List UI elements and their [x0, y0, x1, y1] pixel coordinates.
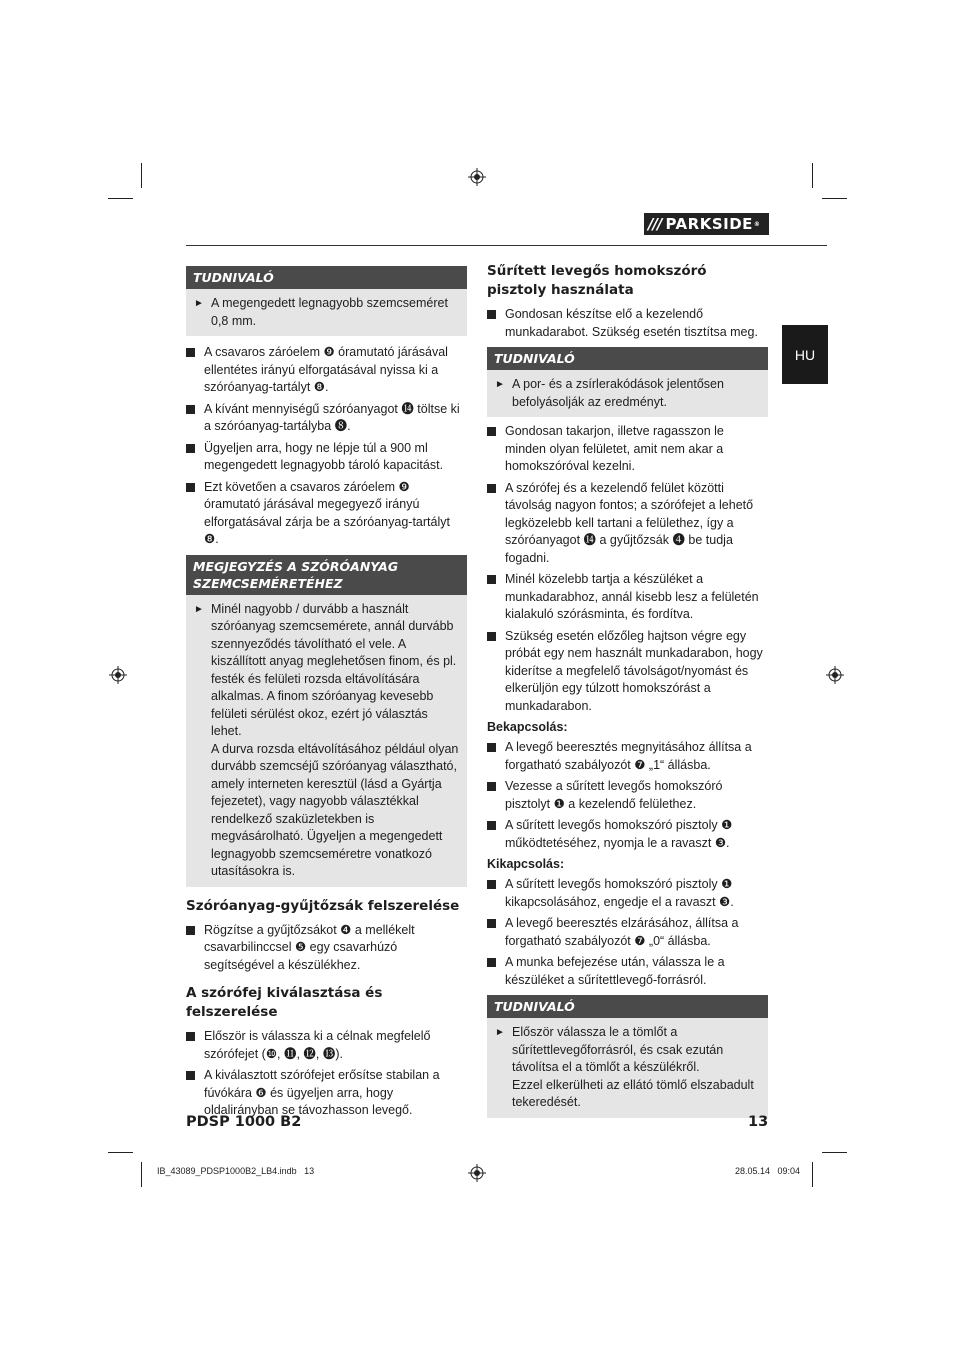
list-item: [487, 480, 768, 568]
list-item: [186, 401, 467, 436]
header-rule: [186, 245, 827, 246]
list-item: [186, 1067, 467, 1120]
list-item: [186, 1028, 467, 1063]
list-item-text: A kívánt mennyiségű szóróanyagot ⓮ töltse ki a szóróanyag-tartályba ❽.: [204, 401, 460, 433]
arrow-icon: ►: [495, 379, 505, 390]
note-body: [487, 1018, 768, 1118]
note-body: [186, 289, 467, 336]
section-heading: Szóróanyag-gyűjtőzsák felszerelése: [186, 897, 460, 914]
crop-mark: [812, 163, 813, 188]
bullet-icon: [186, 444, 195, 453]
list-item: [186, 479, 467, 549]
page-number: 13: [748, 1114, 769, 1130]
crop-mark: [141, 163, 142, 188]
list-item: [186, 440, 467, 475]
note-text: Ezzel elkerülheti az ellátó tömlő elszabadult tekeredését.: [512, 1077, 754, 1109]
list-item-text: A munka befejezése után, válassza le a készüléket a sűrítettlevegő-forrásról.: [505, 955, 725, 987]
bullet-icon: [487, 575, 496, 584]
note-box: [186, 266, 467, 336]
registration-mark-icon: [109, 666, 127, 684]
section-heading: A szórófej kiválasztása és felszerelése: [186, 985, 383, 1020]
bullet-icon: [487, 958, 496, 967]
list-item: [487, 423, 768, 476]
bullet-icon: [487, 919, 496, 928]
prep-steps: [487, 423, 768, 715]
bullet-icon: [186, 405, 195, 414]
list-item: [487, 306, 768, 341]
bullet-icon: [487, 484, 496, 493]
list-item-text: Vezesse a sűrített levegős homokszóró pisztolyt ❶ a kezelendő felülethez.: [505, 779, 723, 811]
date-slug: 28.05.14 09:04: [735, 1166, 801, 1176]
bullet-icon: [487, 782, 496, 791]
note-text: Minél nagyobb / durvább a használt szóróanyag szemcsemérete, annál durvább szennyeződés távolítható el vele. A kiszállított anyag meglehetősen finom, és pl. festék és felületi rozsda eltávolítására alkalmas. A finom szóróanyag kevesebb felületi sérülést okoz, ezért jó választás lehet.: [211, 601, 457, 738]
list-item-text: Gondosan készítse elő a kezelendő munkadarabot. Szükség esetén tisztítsa meg.: [505, 307, 758, 339]
list-item-text: A sűrített levegős homokszóró pisztoly ❶ kikapcsolásához, engedje el a ravaszt ❸.: [505, 877, 734, 909]
subheading: Bekapcsolás:: [487, 720, 568, 734]
registration-mark-icon: [826, 666, 844, 684]
section-heading: Sűrített levegős homokszóró pisztoly használata: [487, 263, 707, 298]
list-item-text: A kiválasztott szórófejet erősítse stabilan a fúvókára ❻ és ügyeljen arra, hogy oldalirányban se távozhasson levegő.: [204, 1068, 440, 1117]
file-slug: IB_43089_PDSP1000B2_LB4.indb 13: [157, 1166, 315, 1176]
list-item: [487, 954, 768, 989]
list-item-text: Gondosan takarjon, illetve ragasszon le minden olyan felületet, amit nem akar a homokszóróval kezelni.: [505, 424, 724, 473]
subheading: Kikapcsolás:: [487, 857, 565, 871]
bullet-icon: [186, 1071, 195, 1080]
note-body: [186, 595, 467, 887]
note-title: MEGJEGYZÉS A SZÓRÓANYAG SZEMCSEMÉRETÉHEZ: [186, 555, 467, 595]
arrow-icon: ►: [495, 1027, 505, 1038]
list-item-text: Rögzítse a gyűjtőzsákot ❹ a mellékelt csavarbilinccsel ❺ egy csavarhúzó segítségével a készülékhez.: [204, 922, 415, 972]
list-item: [487, 628, 768, 716]
bullet-icon: [186, 483, 195, 492]
list-item-text: A levegő beeresztés megnyitásához állítsa a forgatható szabályozót ❼ „1“ állásba.: [505, 740, 752, 772]
bullet-icon: [487, 880, 496, 889]
logo-slashes: ///: [648, 215, 662, 233]
note-text: A durva rozsda eltávolításához például olyan durvább szemcséjű szóróanyag választható, amely interneten keresztül (lásd a Gyártja fejezetet), vagy nagyobb választékkal rendelkező szaküzletekben is megvásárolható. Ügyeljen a megengedett legnagyobb szemcseméretre vonatkozó utasításokra is.: [211, 741, 459, 878]
crop-mark: [108, 198, 133, 199]
list-item-text: A szórófej és a kezelendő felület közötti távolság nagyon fontos; a szórófejet a lehető legközelebb kell tartani a felülethez, így a szóróanyagot ⓮ a gyűjtőzsák ❹ be tudja fogadni.: [505, 480, 754, 565]
note-box: [186, 555, 467, 887]
right-column: [487, 262, 768, 1118]
bullet-icon: [487, 310, 496, 319]
arrow-icon: ►: [194, 298, 204, 309]
list-item: [487, 876, 768, 911]
brand-logo: [644, 213, 769, 235]
note-body: [487, 370, 768, 417]
list-item: [487, 778, 768, 813]
bullet-icon: [186, 348, 195, 357]
brand-name: PARKSIDE: [665, 215, 753, 233]
bullet-icon: [186, 926, 195, 935]
note-title: TUDNIVALÓ: [186, 266, 467, 289]
list-item-text: Ügyeljen arra, hogy ne lépje túl a 900 ml megengedett legnagyobb tároló kapacitást.: [204, 440, 444, 472]
registration-mark-icon: [468, 1164, 486, 1182]
note-box: [487, 347, 768, 417]
list-item-text: Minél közelebb tartja a készüléket a munkadarabhoz, annál kisebb lesz a felületén kialakuló szórásminta, és fordítva.: [505, 572, 759, 621]
list-item-text: Szükség esetén előzőleg hajtson végre egy próbát egy nem használt munkadarabon, hogy kiderítse a megfelelő távolságot/nyomást és elkerüljön egy túlzott homokszórást a munkadarabon.: [505, 628, 763, 713]
list-item-text: A sűrített levegős homokszóró pisztoly ❶ működtetéséhez, nyomja le a ravaszt ❸.: [505, 818, 733, 850]
list-item-text: Ezt követően a csavaros záróelem ❾ óramutató járásával megegyező irányú elforgatásával zárja be a szóróanyag-tartályt ❽.: [204, 479, 450, 546]
footer-model: PDSP 1000 B2: [186, 1114, 302, 1130]
crop-mark: [812, 1162, 813, 1187]
note-text: Először válassza le a tömlőt a sűrítettlevegőforrásról, és csak ezután távolítsa el a tömlőt a készülékről.: [512, 1025, 724, 1074]
list-item: [186, 344, 467, 397]
bullet-icon: [487, 743, 496, 752]
note-title: TUDNIVALÓ: [487, 347, 768, 370]
note-box: [487, 995, 768, 1118]
bullet-icon: [487, 632, 496, 641]
note-text: A por- és a zsírlerakódások jelentősen befolyásolják az eredményt.: [512, 377, 724, 409]
bullet-icon: [487, 821, 496, 830]
bullet-icon: [186, 1032, 195, 1041]
note-text: A megengedett legnagyobb szemcseméret 0,8 mm.: [211, 296, 448, 328]
list-item: [487, 817, 768, 852]
arrow-icon: ►: [194, 603, 204, 615]
list-item: [487, 739, 768, 774]
list-item: [186, 922, 467, 975]
list-item-text: Először is válassza ki a célnak megfelelő szórófejet (❿, ⓫, ⓬, ⓭).: [204, 1029, 431, 1061]
crop-mark: [141, 1162, 142, 1187]
left-column: [186, 266, 467, 1124]
crop-mark: [822, 198, 847, 199]
fill-steps: [186, 344, 467, 549]
bullet-icon: [487, 427, 496, 436]
registration-mark-icon: [468, 168, 486, 186]
list-item-text: A levegő beeresztés elzárásához, állítsa a forgatható szabályozót ❼ „0“ állásba.: [505, 916, 739, 948]
note-title: TUDNIVALÓ: [487, 995, 768, 1018]
list-item: [487, 915, 768, 950]
language-tab: HU: [782, 325, 828, 384]
crop-mark: [822, 1152, 847, 1153]
list-item: [487, 571, 768, 624]
list-item-text: A csavaros záróelem ❾ óramutató járásával ellentétes irányú elforgatásával nyissa ki a szóróanyag-tartályt ❽.: [204, 345, 448, 394]
registered-mark: ®: [753, 220, 761, 228]
crop-mark: [108, 1152, 133, 1153]
